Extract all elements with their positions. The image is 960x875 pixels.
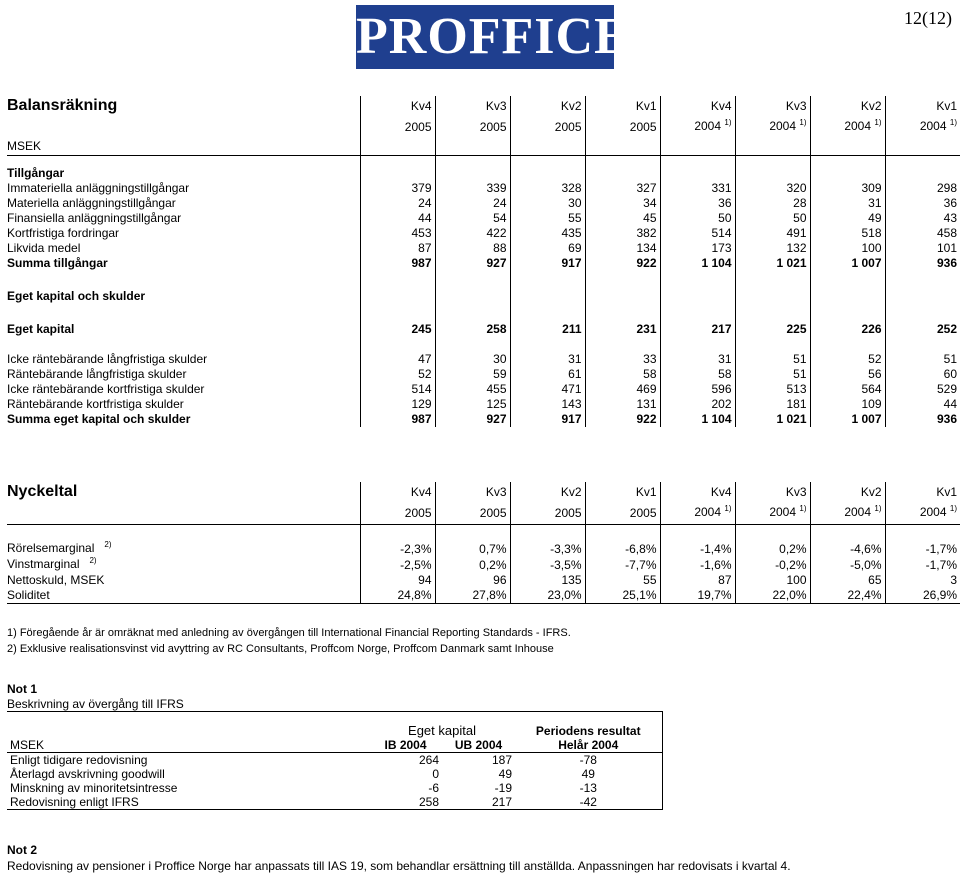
table-row: [7, 196, 960, 211]
cell-value: 264: [418, 753, 439, 767]
cell-value: -6,8%: [585, 541, 660, 557]
table-row: [7, 211, 960, 226]
note2-text: Redovisning av pensioner i Proffice Norge har anpassats till IAS 19, som behandlar ersättning till anställda. Anpassningen har redovisats i kvartal 4.: [7, 859, 791, 873]
note-ref: 2): [104, 541, 112, 549]
cell-value: 181: [735, 397, 810, 412]
ifrs-header-row: [7, 738, 662, 753]
year-header: 2005: [360, 502, 435, 525]
cell-value: -1,4%: [660, 541, 735, 557]
cell-value: 202: [660, 397, 735, 412]
year-header: 2004 $^{1)}$: [660, 116, 735, 138]
quarter-header: Kv3: [735, 482, 810, 502]
cell-value: 49: [515, 767, 662, 781]
row-label: Återlagd avskrivning goodwill: [10, 767, 165, 781]
year-header: 2004 $^{1)}$: [735, 116, 810, 138]
cell-value: 45: [585, 211, 660, 226]
row-label: Räntebärande kortfristiga skulder: [7, 397, 184, 411]
assets-heading-row: [7, 166, 960, 181]
note2-title: Not 2: [7, 843, 37, 857]
quarter-header: Kv3: [435, 96, 510, 116]
cell-value: 65: [810, 573, 885, 588]
row-label: Materiella anläggningstillgångar: [7, 196, 176, 210]
row-label: Kortfristiga fordringar: [7, 226, 120, 240]
row-label: Summa eget kapital och skulder: [7, 412, 191, 426]
year-header: 2004 $^{1)}$: [885, 116, 960, 138]
cell-value: 231: [585, 322, 660, 337]
total-value: 922: [585, 256, 660, 271]
note-ref: 1): [799, 504, 807, 513]
cell-value: 435: [510, 226, 585, 241]
table-row: [7, 767, 662, 781]
footnote-2: 2) Exklusive realisationsvinst vid avyttring av RC Consultants, Proffcom Norge, Proffcom Danmark samt Inhouse: [7, 643, 554, 655]
cell-value: 109: [810, 397, 885, 412]
cell-value: 88: [435, 241, 510, 256]
year-header: 2004 $^{1)}$: [660, 502, 735, 525]
cell-value: 24: [360, 196, 435, 211]
cell-value: 596: [660, 382, 735, 397]
total-value: 1 021: [735, 412, 810, 427]
cell-value: 258: [369, 795, 442, 810]
cell-value: 135: [510, 573, 585, 588]
cell-value: 471: [510, 382, 585, 397]
cell-value: 134: [585, 241, 660, 256]
total-value: 936: [885, 256, 960, 271]
ifrs-group-row: [7, 712, 662, 739]
cell-value: -13: [515, 781, 662, 795]
row-label: Soliditet: [7, 588, 360, 604]
col-header: Helår 2004: [515, 738, 662, 753]
cell-value: 50: [660, 211, 735, 226]
liab-heading-row: [7, 289, 960, 304]
cell-value: -7,7%: [585, 557, 660, 573]
note-ref: 1): [799, 118, 807, 127]
cell-value: 0: [432, 767, 439, 781]
cell-value: 0,7%: [435, 541, 510, 557]
year-header: 2004 $^{1)}$: [810, 116, 885, 138]
cell-value: 0,2%: [435, 557, 510, 573]
cell-value: 27,8%: [435, 588, 510, 604]
cell-value: 52: [810, 352, 885, 367]
cell-value: 328: [510, 181, 585, 196]
balance-sheet-table: [7, 96, 960, 427]
cell-value: 217: [442, 795, 515, 810]
total-value: 1 021: [735, 256, 810, 271]
header-years-row: [7, 502, 960, 525]
cell-value: 58: [585, 367, 660, 382]
cell-value: 54: [435, 211, 510, 226]
cell-value: 422: [435, 226, 510, 241]
note1-title: Not 1: [7, 682, 37, 696]
total-value: 1 104: [660, 256, 735, 271]
row-label: Redovisning enligt IFRS: [7, 795, 369, 810]
cell-value: 87: [660, 573, 735, 588]
header-quarters-row: [7, 482, 960, 502]
keyfig-title: Nyckeltal: [7, 483, 78, 500]
cell-value: 245: [360, 322, 435, 337]
table-row: [7, 588, 960, 604]
cell-value: 564: [810, 382, 885, 397]
cell-value: 51: [735, 367, 810, 382]
year-header: 2004 $^{1)}$: [735, 502, 810, 525]
footnote-1: 1) Föregående år är omräknat med anledning av övergången till International Financial Reporting Standards - IFRS.: [7, 627, 571, 639]
assets-heading: Tillgångar: [7, 166, 65, 180]
page-number: 12(12): [904, 8, 952, 28]
cell-value: 129: [360, 397, 435, 412]
cell-value: 491: [735, 226, 810, 241]
cell-value: 19,7%: [660, 588, 735, 604]
row-label: Icke räntebärande långfristiga skulder: [7, 352, 208, 366]
cell-value: 36: [885, 196, 960, 211]
cell-value: 379: [360, 181, 435, 196]
cell-value: 225: [735, 322, 810, 337]
cell-value: 187: [491, 753, 512, 767]
table-row: [7, 397, 960, 412]
cell-value: 382: [585, 226, 660, 241]
cell-value: 34: [585, 196, 660, 211]
header-quarters-row: [7, 96, 960, 116]
cell-value: -0,2%: [735, 557, 810, 573]
row-label: Eget kapital: [7, 322, 75, 336]
cell-value: 514: [660, 226, 735, 241]
cell-value: 87: [360, 241, 435, 256]
year-header: 2005: [435, 502, 510, 525]
cell-value: 24: [435, 196, 510, 211]
cell-value: -1,7%: [885, 541, 960, 557]
cell-value: 514: [360, 382, 435, 397]
year-header: 2004 $^{1)}$: [810, 502, 885, 525]
cell-value: 94: [360, 573, 435, 588]
cell-value: 30: [435, 352, 510, 367]
quarter-header: Kv4: [360, 96, 435, 116]
total-value: 922: [585, 412, 660, 427]
cell-value: 0,2%: [735, 541, 810, 557]
table-row: [7, 241, 960, 256]
cell-value: 513: [735, 382, 810, 397]
cell-value: -2,5%: [360, 557, 435, 573]
cell-value: 52: [360, 367, 435, 382]
col-group-result: Periodens resultat: [515, 712, 662, 739]
cell-value: 55: [585, 573, 660, 588]
total-value: 1 007: [810, 256, 885, 271]
cell-value: -6: [428, 781, 439, 795]
cell-value: 22,4%: [810, 588, 885, 604]
note1-subtitle: Beskrivning av övergång till IFRS: [7, 697, 184, 711]
cell-value: 173: [660, 241, 735, 256]
cell-value: 529: [885, 382, 960, 397]
note-ref: 1): [874, 118, 882, 127]
table-row: [7, 573, 960, 588]
quarter-header: Kv3: [735, 96, 810, 116]
cell-value: 132: [735, 241, 810, 256]
currency-label: MSEK: [7, 738, 369, 753]
spacer-row: [7, 304, 960, 322]
cell-value: -19: [494, 781, 512, 795]
cell-value: 320: [735, 181, 810, 196]
currency-row: [7, 138, 960, 156]
cell-value: 252: [885, 322, 960, 337]
cell-value: 47: [360, 352, 435, 367]
row-label: Enligt tidigare redovisning: [10, 753, 148, 767]
proffice-logo: PROFFICE: [356, 5, 614, 69]
cell-value: 96: [435, 573, 510, 588]
quarter-header: Kv1: [585, 482, 660, 502]
cell-value: 217: [660, 322, 735, 337]
note-ref: 1): [949, 504, 957, 513]
cell-value: 56: [810, 367, 885, 382]
table-row: [7, 226, 960, 241]
table-row: [7, 781, 662, 795]
cell-value: 44: [885, 397, 960, 412]
quarter-header: Kv4: [660, 96, 735, 116]
cell-value: 30: [510, 196, 585, 211]
cell-value: 309: [810, 181, 885, 196]
spacer-row: [7, 337, 960, 352]
cell-value: -78: [515, 753, 662, 768]
cell-value: 226: [810, 322, 885, 337]
year-header: 2005: [585, 116, 660, 138]
table-row: [7, 541, 960, 557]
cell-value: 51: [885, 352, 960, 367]
year-header: 2005: [360, 116, 435, 138]
cell-value: 298: [885, 181, 960, 196]
cell-value: 125: [435, 397, 510, 412]
cell-value: 61: [510, 367, 585, 382]
ifrs-transition-table: [7, 711, 663, 810]
quarter-header: Kv2: [810, 96, 885, 116]
cell-value: -3,3%: [510, 541, 585, 557]
cell-value: 100: [735, 573, 810, 588]
cell-value: -3,5%: [510, 557, 585, 573]
cell-value: 211: [510, 322, 585, 337]
quarter-header: Kv1: [585, 96, 660, 116]
row-label: Summa tillgångar: [7, 256, 108, 270]
spacer-row: [7, 156, 960, 167]
cell-value: 143: [510, 397, 585, 412]
row-label: Minskning av minoritetsintresse: [10, 781, 178, 795]
cell-value: 60: [885, 367, 960, 382]
cell-value: -1,7%: [885, 557, 960, 573]
cell-value: 131: [585, 397, 660, 412]
quarter-header: Kv2: [810, 482, 885, 502]
total-value: 917: [510, 256, 585, 271]
total-value: 1 104: [660, 412, 735, 427]
row-label: Immateriella anläggningstillgångar: [7, 181, 190, 195]
cell-value: 22,0%: [735, 588, 810, 604]
year-header: 2005: [435, 116, 510, 138]
cell-value: -4,6%: [810, 541, 885, 557]
assets-total-row: [7, 256, 960, 271]
cell-value: 55: [510, 211, 585, 226]
key-figures-table: [7, 482, 960, 604]
cell-value: 258: [435, 322, 510, 337]
total-value: 927: [435, 256, 510, 271]
year-header: 2005: [510, 116, 585, 138]
cell-value: 58: [660, 367, 735, 382]
row-label: Finansiella anläggningstillgångar: [7, 211, 182, 225]
note-ref: 1): [724, 118, 732, 127]
cell-value: -5,0%: [810, 557, 885, 573]
cell-value: 33: [585, 352, 660, 367]
spacer-row: [7, 271, 960, 289]
cell-value: 36: [660, 196, 735, 211]
note-ref: 1): [949, 118, 957, 127]
quarter-header: Kv3: [435, 482, 510, 502]
cell-value: 100: [810, 241, 885, 256]
col-header: IB 2004: [369, 738, 442, 753]
cell-value: 51: [735, 352, 810, 367]
cell-value: 518: [810, 226, 885, 241]
cell-value: -42: [515, 795, 662, 810]
cell-value: 49: [498, 767, 512, 781]
cell-value: 339: [435, 181, 510, 196]
quarter-header: Kv2: [510, 96, 585, 116]
cell-value: 31: [510, 352, 585, 367]
balance-title: Balansräkning: [7, 97, 118, 114]
total-value: 987: [360, 256, 435, 271]
cell-value: 453: [360, 226, 435, 241]
cell-value: 26,9%: [885, 588, 960, 604]
total-value: 917: [510, 412, 585, 427]
col-header: UB 2004: [442, 738, 515, 753]
cell-value: 458: [885, 226, 960, 241]
cell-value: 23,0%: [510, 588, 585, 604]
cell-value: 49: [810, 211, 885, 226]
row-label: Icke räntebärande kortfristiga skulder: [7, 382, 205, 396]
cell-value: 101: [885, 241, 960, 256]
equity-row: [7, 322, 960, 337]
cell-value: 25,1%: [585, 588, 660, 604]
cell-value: 327: [585, 181, 660, 196]
cell-value: 24,8%: [360, 588, 435, 604]
liab-heading: Eget kapital och skulder: [7, 289, 146, 303]
row-label: Vinstmarginal $^{2)}$: [7, 557, 97, 571]
cell-value: 44: [360, 211, 435, 226]
year-header: 2005: [585, 502, 660, 525]
cell-value: 331: [660, 181, 735, 196]
cell-value: 59: [435, 367, 510, 382]
cell-value: 31: [660, 352, 735, 367]
quarter-header: Kv1: [885, 482, 960, 502]
currency-label: MSEK: [7, 138, 360, 156]
cell-value: 69: [510, 241, 585, 256]
liab-total-row: [7, 412, 960, 427]
note-ref: 1): [724, 504, 732, 513]
cell-value: -1,6%: [660, 557, 735, 573]
year-header: 2005: [510, 502, 585, 525]
table-row: [7, 557, 960, 573]
total-value: 987: [360, 412, 435, 427]
quarter-header: Kv1: [885, 96, 960, 116]
cell-value: 31: [810, 196, 885, 211]
cell-value: 455: [435, 382, 510, 397]
row-label: Räntebärande långfristiga skulder: [7, 367, 187, 381]
row-label: Nettoskuld, MSEK: [7, 573, 105, 587]
note-ref: 1): [874, 504, 882, 513]
quarter-header: Kv4: [360, 482, 435, 502]
table-row: [7, 753, 662, 768]
table-row: [7, 352, 960, 367]
table-row: [7, 382, 960, 397]
total-value: 1 007: [810, 412, 885, 427]
row-label: Rörelsemarginal $^{2)}$: [7, 541, 112, 555]
table-row: [7, 181, 960, 196]
total-value: 936: [885, 412, 960, 427]
col-group-equity: Eget kapital: [369, 712, 515, 739]
cell-value: 28: [735, 196, 810, 211]
note-ref: 2): [89, 557, 97, 565]
table-row: [7, 367, 960, 382]
row-label: Likvida medel: [7, 241, 81, 255]
cell-value: 43: [885, 211, 960, 226]
table-row: [7, 795, 662, 810]
quarter-header: Kv4: [660, 482, 735, 502]
cell-value: 469: [585, 382, 660, 397]
total-value: 927: [435, 412, 510, 427]
cell-value: -2,3%: [360, 541, 435, 557]
header-years-row: [7, 116, 960, 138]
quarter-header: Kv2: [510, 482, 585, 502]
cell-value: 3: [885, 573, 960, 588]
cell-value: 50: [735, 211, 810, 226]
spacer-row: [7, 525, 960, 542]
year-header: 2004 $^{1)}$: [885, 502, 960, 525]
